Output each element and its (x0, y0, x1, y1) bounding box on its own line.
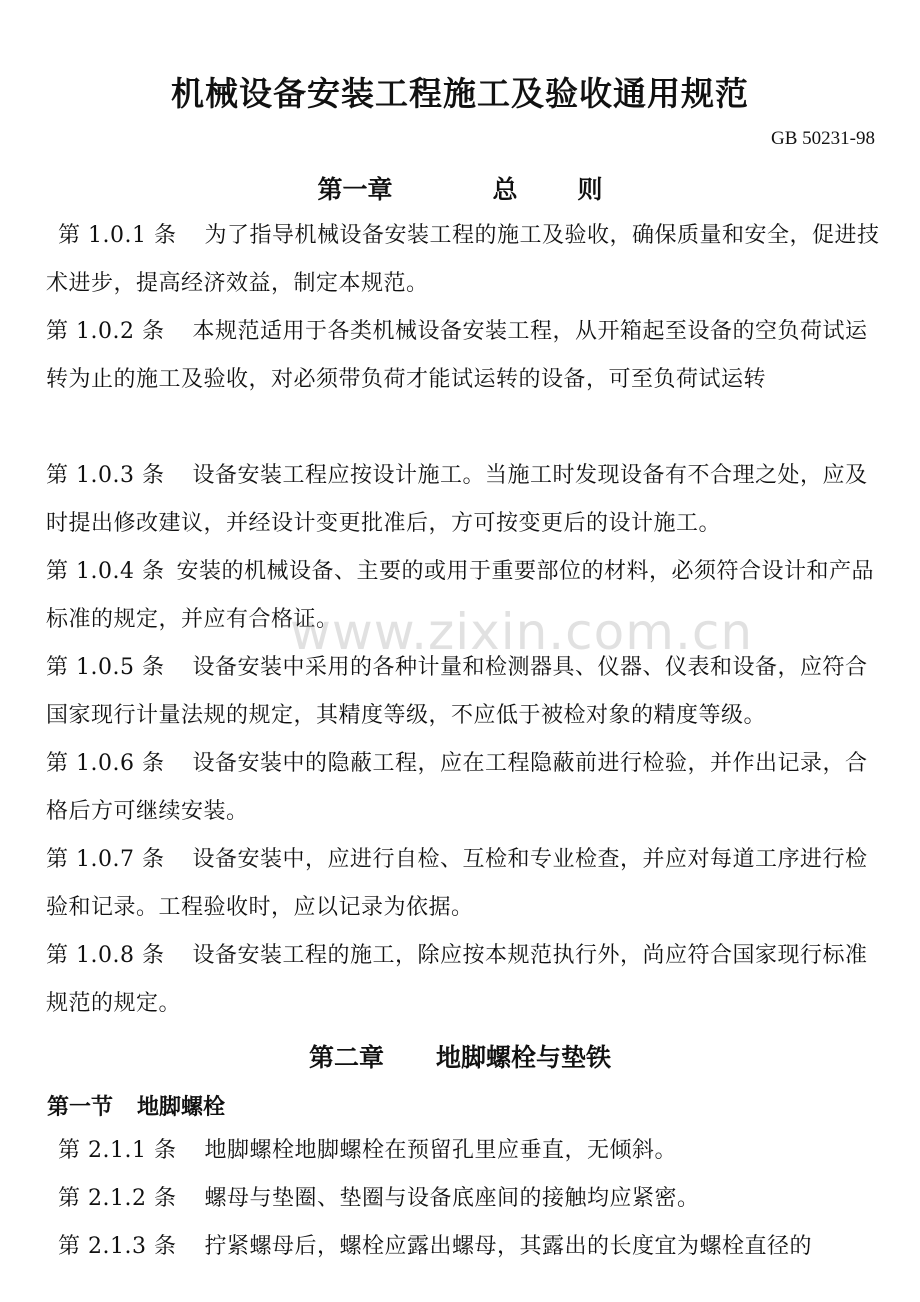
article-paragraph (46, 740, 882, 836)
article-number: 第 1.0.2 条 (46, 319, 165, 344)
article-number: 第 2.1.1 条 (58, 1138, 177, 1163)
article-number: 第 1.0.7 条 (46, 847, 165, 872)
article-text: 螺母与垫圈、垫圈与设备底座间的接触均应紧密。 (204, 1186, 700, 1211)
chapter-heading (0, 1038, 920, 1074)
article-text: 拧紧螺母后，螺栓应露出螺母，其露出的长度宜为螺栓直径的 (204, 1234, 812, 1259)
article-paragraph (46, 836, 882, 932)
article-paragraph (46, 308, 882, 404)
article-number: 第 2.1.2 条 (58, 1186, 177, 1211)
article-paragraph (46, 452, 882, 548)
article-number: 第 1.0.4 条 (46, 559, 165, 584)
article-text: 本规范适用于各类机械设备安装工程，从开箱起至设备的空负荷试运转为止的施工及验收，对必须带负荷才能试运转的设备，可至负荷试运转 (46, 319, 868, 392)
article-paragraph (46, 1223, 882, 1271)
article-number: 第 1.0.3 条 (46, 463, 165, 488)
article-paragraph (46, 212, 882, 308)
article-text: 设备安装中的隐蔽工程，应在工程隐蔽前进行检验，并作出记录，合格后方可继续安装。 (46, 751, 868, 824)
article-text: 安装的机械设备、主要的或用于重要部位的材料，必须符合设计和产品标准的规定，并应有合格证。 (46, 559, 874, 632)
article-text: 设备安装中采用的各种计量和检测器具、仪器、仪表和设备，应符合国家现行计量法规的规定，其精度等级，不应低于被检对象的精度等级。 (46, 655, 868, 728)
chapter-title: 地脚螺栓与垫铁 (436, 1043, 612, 1072)
section-title: 地脚螺栓 (137, 1095, 226, 1120)
article-paragraph (46, 1175, 882, 1223)
watermark: www.zixin.com.cn (290, 603, 754, 661)
article-text: 设备安装工程应按设计施工。当施工时发现设备有不合理之处，应及时提出修改建议，并经设计变更批准后，方可按变更后的设计施工。 (46, 463, 868, 536)
chapter-title-char: 总 (492, 175, 518, 204)
section-heading (47, 1090, 225, 1121)
article-text: 为了指导机械设备安装工程的施工及验收，确保质量和安全，促进技术进步，提高经济效益，制定本规范。 (46, 223, 880, 296)
article-paragraph (46, 932, 882, 1028)
article-text: 设备安装工程的施工，除应按本规范执行外，尚应符合国家现行标准规范的规定。 (46, 943, 868, 1016)
article-number: 第 1.0.6 条 (46, 751, 165, 776)
article-number: 第 1.0.1 条 (58, 223, 177, 248)
article-text: 地脚螺栓地脚螺栓在预留孔里应垂直，无倾斜。 (204, 1138, 677, 1163)
chapter-label: 第二章 (308, 1043, 384, 1072)
section-label: 第一节 (47, 1095, 114, 1120)
article-number: 第 1.0.8 条 (46, 943, 165, 968)
article-text: 设备安装中，应进行自检、互检和专业检查，并应对每道工序进行检验和记录。工程验收时，应以记录为依据。 (46, 847, 868, 920)
chapter-heading (0, 170, 920, 206)
document-title: 机械设备安装工程施工及验收通用规范 (171, 74, 749, 113)
chapter-title-char: 则 (577, 175, 603, 204)
article-number: 第 2.1.3 条 (58, 1234, 177, 1259)
article-paragraph (46, 1127, 882, 1175)
standard-code: GB 50231-98 (771, 128, 875, 149)
chapter-label: 第一章 (317, 175, 393, 204)
article-number: 第 1.0.5 条 (46, 655, 165, 680)
